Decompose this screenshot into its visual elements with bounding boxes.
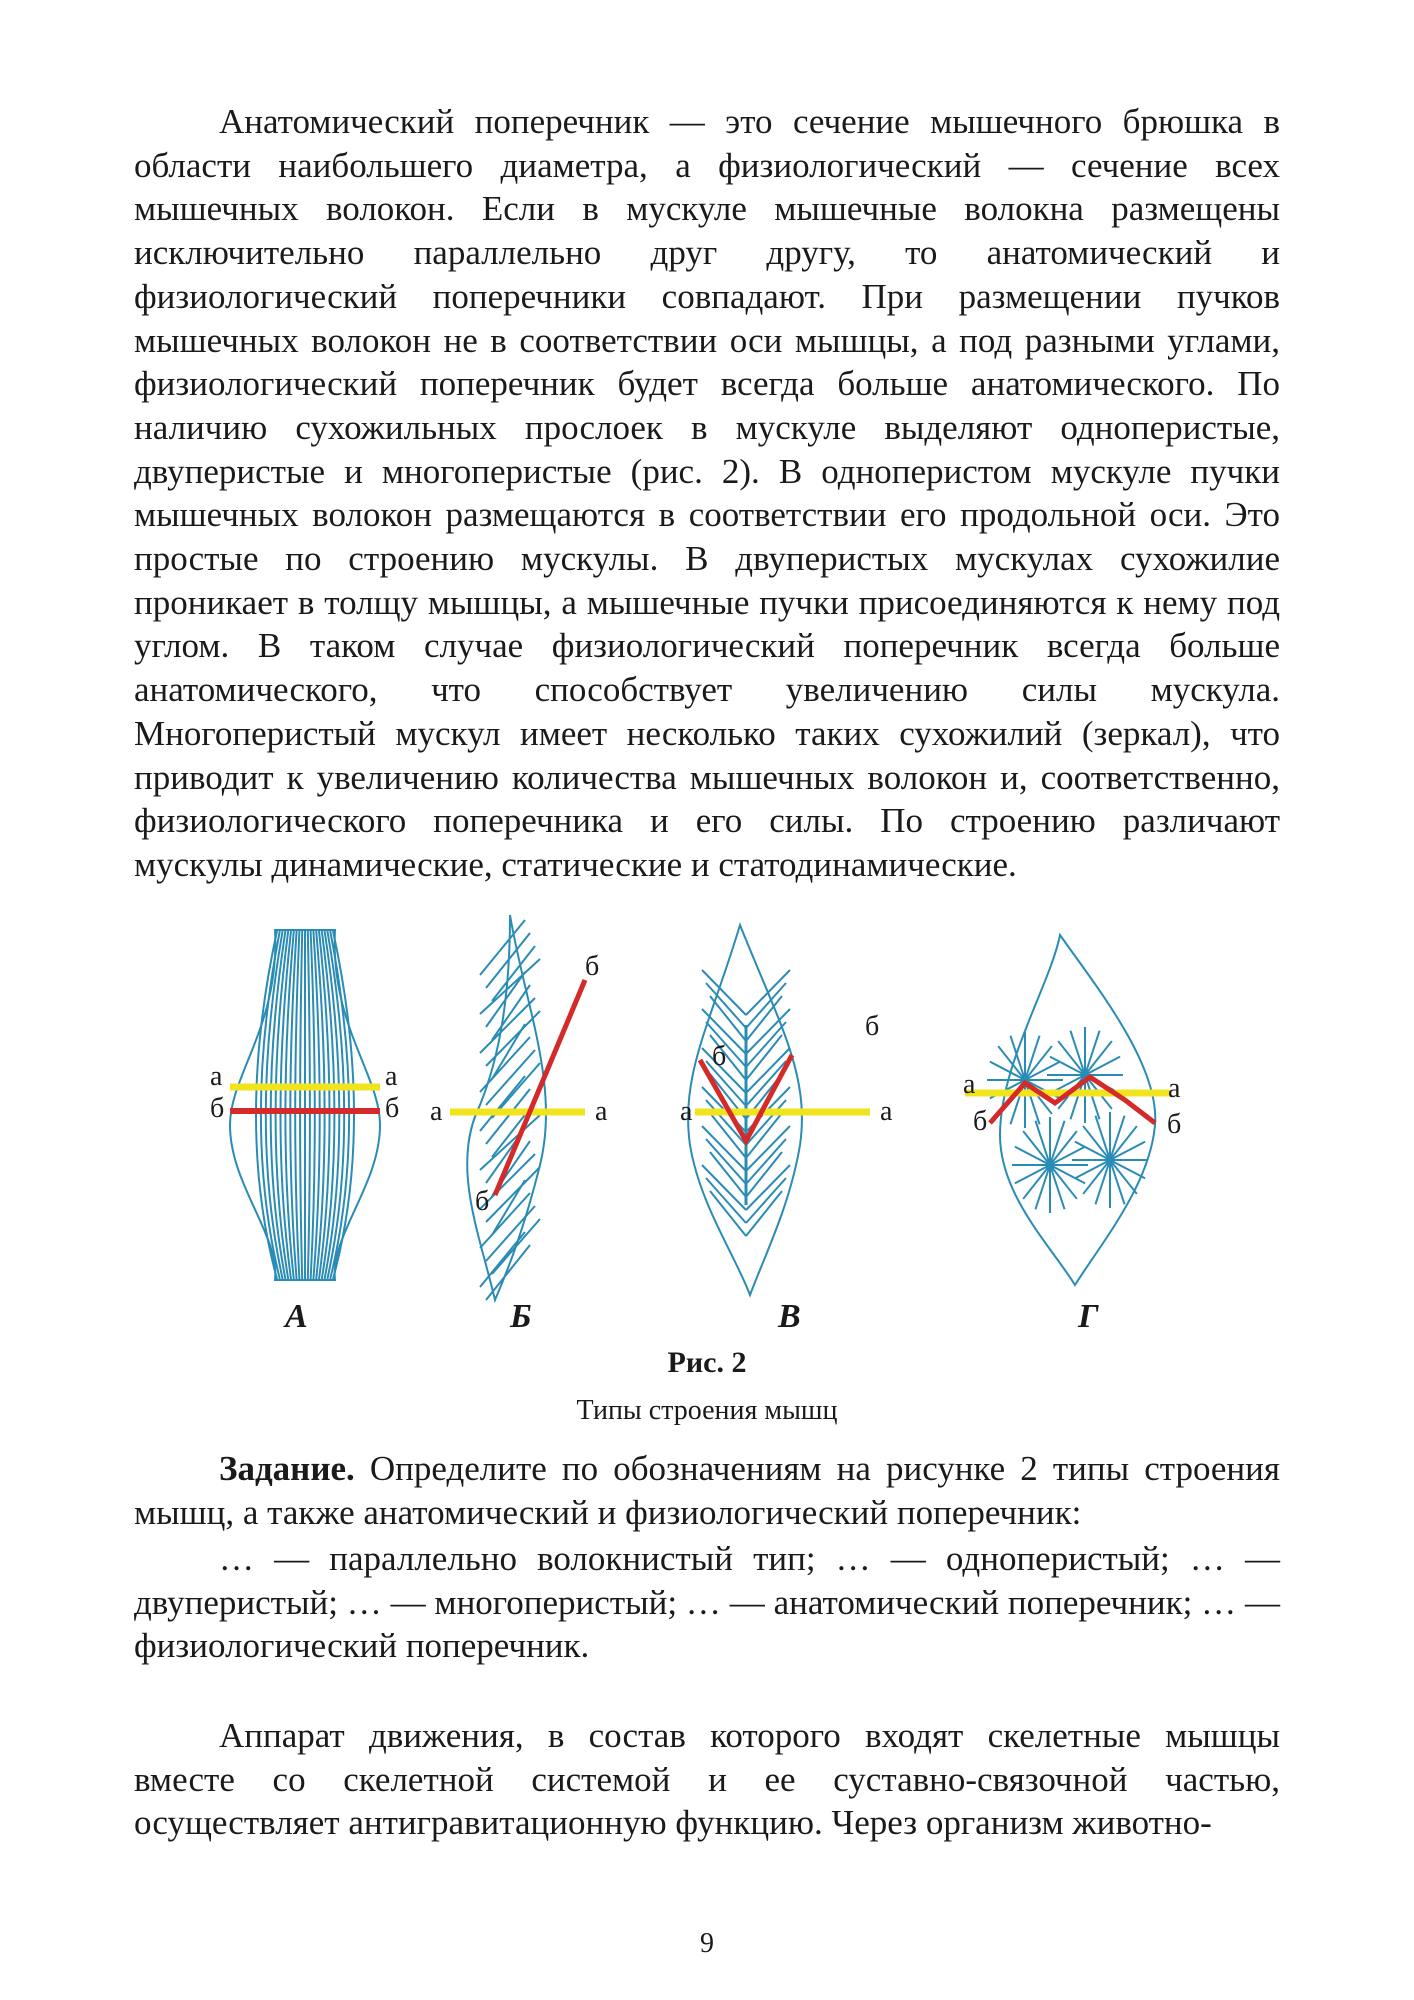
panel-b-label-a-right: а — [595, 1096, 608, 1127]
task-label: Задание. — [219, 1449, 355, 1488]
muscle-fiber — [1083, 1126, 1110, 1160]
panel-a-label-b-left: б — [210, 1093, 225, 1124]
panel-a-label-b-right: б — [385, 1093, 400, 1124]
panel-c-label-b-right: б — [865, 1011, 880, 1042]
figure-muscle-types — [180, 905, 1240, 1335]
panel-c-label-b-left: б — [712, 1041, 727, 1072]
muscle-fiber — [1058, 1041, 1085, 1075]
panel-letter-a: А — [285, 1298, 308, 1335]
muscle-fiber — [295, 931, 299, 1279]
page-number: 9 — [700, 1928, 714, 1959]
figure-caption-subtitle: Типы строения мышц — [576, 1395, 838, 1426]
muscle-fiber — [706, 983, 746, 1028]
muscle-fiber — [308, 931, 310, 1279]
panel-letter-b: Б — [510, 1298, 532, 1335]
panel-b-label-b-bottom: б — [475, 1186, 490, 1217]
panel-letter-c: В — [778, 1298, 801, 1335]
panel-c-label-a-left: а — [680, 1096, 693, 1127]
muscle-fiber — [1110, 1126, 1137, 1160]
muscle-fiber — [1023, 1165, 1050, 1199]
panel-b-label-b-top: б — [585, 951, 600, 982]
muscle-fiber — [706, 1139, 746, 1184]
task-text: Определите по обозначениям на рисунке 2 типы строения мышц, а также анатомический и физиологический поперечник: — [134, 1449, 1280, 1532]
panel-b-label-a-left: а — [430, 1096, 443, 1127]
muscle-fiber — [998, 1046, 1025, 1080]
panel-d-label-a-right: а — [1168, 1073, 1181, 1104]
panel-a-muscle — [210, 930, 399, 1280]
muscle-fiber — [1023, 1131, 1050, 1165]
task-paragraph — [134, 1447, 1280, 1534]
figure-caption-title: Рис. 2 — [667, 1346, 747, 1379]
panel-d-muscle — [963, 935, 1181, 1285]
muscle-fiber — [746, 1022, 786, 1067]
panel-c-label-a-right: а — [880, 1096, 893, 1127]
panel-letter-d: Г — [1078, 1298, 1099, 1335]
panel-a-label-a-right: а — [385, 1061, 398, 1092]
panel-d-label-b-left: б — [973, 1106, 988, 1137]
task-answers: … — параллельно волокнистый тип; … — одноперистый; … — двуперистый; … — многоперистый; … — анатомический поперечник; … — физиологический поперечник. — [134, 1539, 1280, 1666]
panel-a-label-a-left: а — [210, 1061, 223, 1092]
muscle-fiber — [480, 959, 540, 1014]
muscle-fiber — [1050, 1165, 1077, 1199]
panel-c-muscle — [680, 925, 893, 1295]
body-paragraph-2: Аппарат движения, в состав которого входят скелетные мышцы вместе со скелетной системой и ее суставно-связочной частью, осуществляет антигравитационную функцию. Через организм животно- — [134, 1716, 1280, 1843]
muscle-fiber — [710, 1191, 746, 1236]
muscle-fiber — [1085, 1041, 1112, 1075]
body-paragraph-1: Анатомический поперечник — это сечение мышечного брюшка в области наибольшего диаметра, а физиологический — сечение всех мышечных волокон. Если в мускуле мышечные волокна размещены исключительно параллельно друг другу, то анатомический и физиологический поперечники совпадают. При размещении пучков мышечных волокон не в соответствии оси мышцы, а под разными углами, физиологический поперечник будет всегда больше анатомического. По наличию сухожильных прослоек в мускуле выделяют одноперистые, двуперистые и многоперистые (рис. 2). В одноперистом мускуле пучки мышечных волокон размещаются в соответствии его продольной оси. Это простые по строению мускулы. В двуперистых мускулах сухожилие проникает в толщу мышцы, а мышечные пучки присоединяются к нему под углом. В таком случае физиологический поперечник всегда больше анатомического, что способствует увеличению силы мускула. Многоперистый мускул имеет несколько таких сухожилий (зеркал), что приводит к увеличению количества мышечных волокон и, соответственно, физиологического поперечника и его силы. По строению различают мускулы динамические, статические и статодинамические. — [134, 102, 1280, 884]
panel-b-muscle — [430, 915, 608, 1300]
panel-d-label-a-left: а — [963, 1069, 976, 1100]
muscle-fiber — [746, 1139, 786, 1184]
muscle-fiber — [1110, 1160, 1137, 1194]
muscle-fiber — [311, 931, 315, 1279]
muscle-fiber — [746, 970, 790, 1015]
muscle-fiber — [300, 931, 302, 1279]
panel-d-label-b-right: б — [1167, 1109, 1182, 1140]
